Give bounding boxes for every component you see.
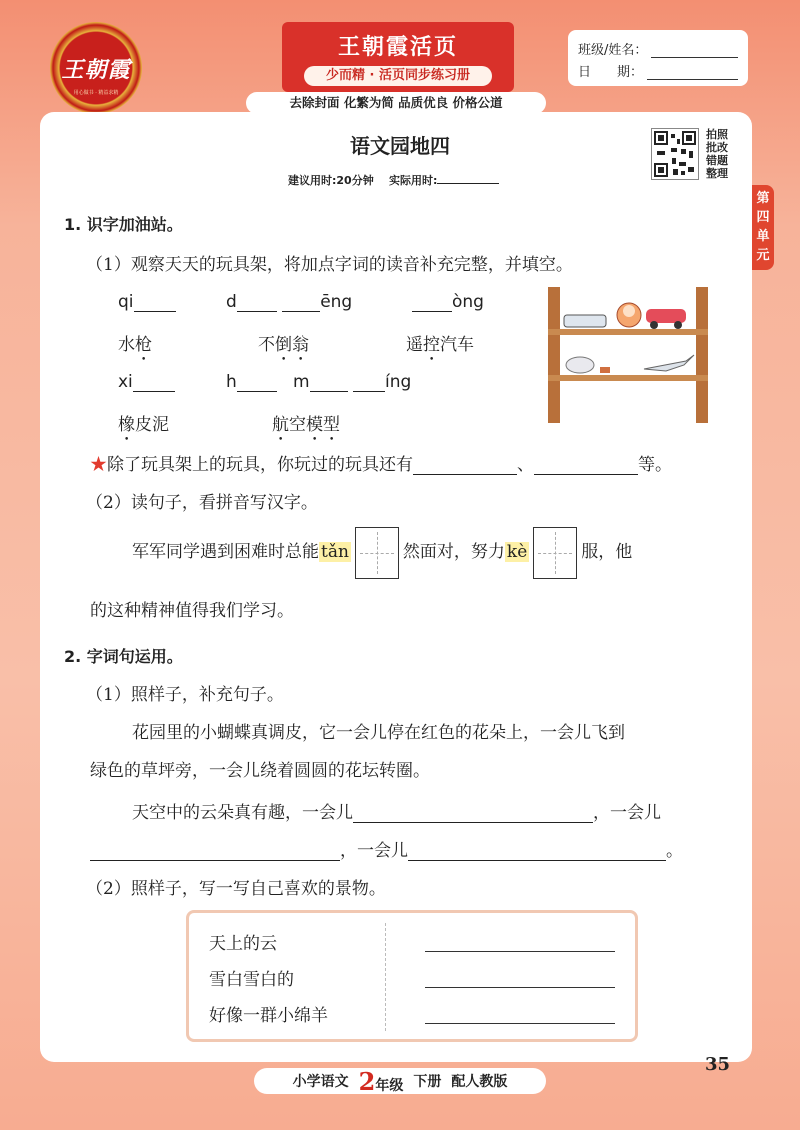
class-name-field[interactable] bbox=[651, 44, 738, 58]
word-yaokongqiche: 遥控汽车 bbox=[406, 335, 474, 355]
poem-answer-line-3[interactable] bbox=[425, 1023, 615, 1024]
char-box-tan[interactable] bbox=[355, 527, 399, 579]
footer-bar bbox=[254, 1068, 546, 1094]
cloud-answer-2[interactable] bbox=[90, 843, 340, 861]
poem-divider bbox=[385, 923, 386, 1031]
example-sentence-a: 花园里的小蝴蝶真调皮，它一会儿停在红色的花朵上，一会儿飞到 bbox=[132, 723, 625, 743]
fill-sentence-a: 天空中的云朵真有趣，一会儿 ，一会儿 bbox=[132, 803, 661, 823]
pinyin-xiang: xi bbox=[118, 372, 175, 392]
star-icon: ★ bbox=[90, 455, 107, 475]
toy-shelf-illustration bbox=[546, 285, 710, 425]
word-hangkongmoxing: 航空模型 bbox=[272, 415, 340, 435]
date-label: 日 期： bbox=[578, 65, 644, 80]
pinyin-qiang: qi bbox=[118, 292, 176, 312]
actual-time-field[interactable] bbox=[437, 174, 499, 184]
q1-part2-instruction: （2）读句子，看拼音写汉字。 bbox=[86, 493, 318, 513]
q1-part1-instruction: （1）观察天天的玩具架，将加点字词的读音补充完整，并填空。 bbox=[86, 255, 573, 275]
logo-text: 王朝霞 bbox=[61, 56, 131, 83]
poem-answer-line-2[interactable] bbox=[425, 987, 615, 988]
footer-volume: 下册 bbox=[413, 1074, 442, 1090]
brand-banner bbox=[282, 22, 514, 92]
toy-answer-2[interactable] bbox=[534, 457, 638, 475]
cloud-answer-1[interactable] bbox=[353, 805, 593, 823]
pinyin-blank[interactable] bbox=[237, 294, 277, 312]
toy-answer-1[interactable] bbox=[413, 457, 517, 475]
slogan-bar: 去除封面 化繁为简 品质优良 价格公道 bbox=[246, 92, 546, 114]
word-shuiqiang: 水枪 bbox=[118, 335, 152, 355]
publisher-logo bbox=[50, 22, 142, 114]
pinyin-blank[interactable] bbox=[134, 294, 176, 312]
q1-star-question: ★除了玩具架上的玩具，你玩过的玩具还有 、 等。 bbox=[90, 455, 672, 475]
q1-heading: 1. 识字加油站。 bbox=[64, 215, 183, 234]
poem-line-2: 雪白雪白的 bbox=[209, 970, 294, 990]
footer-grade: 2年级 bbox=[358, 1066, 404, 1096]
pinyin-blank[interactable] bbox=[412, 294, 452, 312]
q2-heading: 2. 字词句运用。 bbox=[64, 647, 183, 666]
poem-frame bbox=[186, 910, 638, 1042]
pinyin-tan: tǎn bbox=[321, 542, 349, 562]
pinyin-ke: kè bbox=[506, 542, 528, 562]
logo-subtext: 用心做书 · 精益求精 bbox=[73, 90, 119, 96]
word-budaoweng: 不倒翁 bbox=[258, 335, 309, 355]
unit-tab: 第四单元 bbox=[752, 185, 774, 270]
word-xiangpini: 橡皮泥 bbox=[118, 415, 169, 435]
date-field[interactable] bbox=[647, 66, 738, 80]
poem-answer-line-1[interactable] bbox=[425, 951, 615, 952]
fill-sentence-b: ，一会儿 。 bbox=[90, 836, 683, 861]
footer-edition: 配人教版 bbox=[451, 1074, 508, 1090]
suggested-time: 建议用时:20分钟 bbox=[288, 174, 374, 187]
page-title: 语文园地四 bbox=[350, 134, 450, 158]
time-bar bbox=[288, 172, 499, 188]
q2-part1-instruction: （1）照样子，补充句子。 bbox=[86, 685, 284, 705]
qr-note: 拍照批改 错题整理 bbox=[706, 128, 728, 180]
poem-line-1: 天上的云 bbox=[209, 934, 277, 954]
brand-title: 王朝霞活页 bbox=[337, 34, 458, 60]
char-box-ke[interactable] bbox=[533, 527, 577, 579]
pinyin-blank[interactable] bbox=[353, 374, 385, 392]
qr-code[interactable] bbox=[651, 128, 699, 180]
footer-subject: 小学语文 bbox=[292, 1074, 349, 1090]
cloud-answer-3[interactable] bbox=[408, 843, 666, 861]
pinyin-blank[interactable] bbox=[237, 374, 277, 392]
page-number: 35 bbox=[705, 1054, 731, 1075]
class-name-label: 班级/姓名： bbox=[578, 43, 648, 58]
actual-time-label: 实际用时: bbox=[389, 174, 438, 187]
pinyin-bu-dao-weng: d ēng bbox=[226, 292, 353, 312]
poem-line-3: 好像一群小绵羊 bbox=[209, 1006, 328, 1026]
q1-sentence-end: 的这种精神值得我们学习。 bbox=[90, 601, 294, 621]
student-info-box bbox=[568, 30, 748, 86]
pinyin-hang-mo-xing: h m íng bbox=[226, 372, 412, 392]
q1-sentence: 军军同学遇到困难时总能 tǎn 然面对，努力 kè 服，他 bbox=[132, 526, 632, 579]
pinyin-blank[interactable] bbox=[282, 294, 320, 312]
q2-part2-instruction: （2）照样子，写一写自己喜欢的景物。 bbox=[86, 879, 386, 899]
pinyin-blank[interactable] bbox=[133, 374, 175, 392]
brand-subtitle: 少而精 · 活页同步练习册 bbox=[304, 66, 492, 86]
example-sentence-b: 绿色的草坪旁，一会儿绕着圆圆的花坛转圈。 bbox=[90, 761, 430, 781]
pinyin-blank[interactable] bbox=[310, 374, 348, 392]
pinyin-kong: òng bbox=[412, 292, 484, 312]
